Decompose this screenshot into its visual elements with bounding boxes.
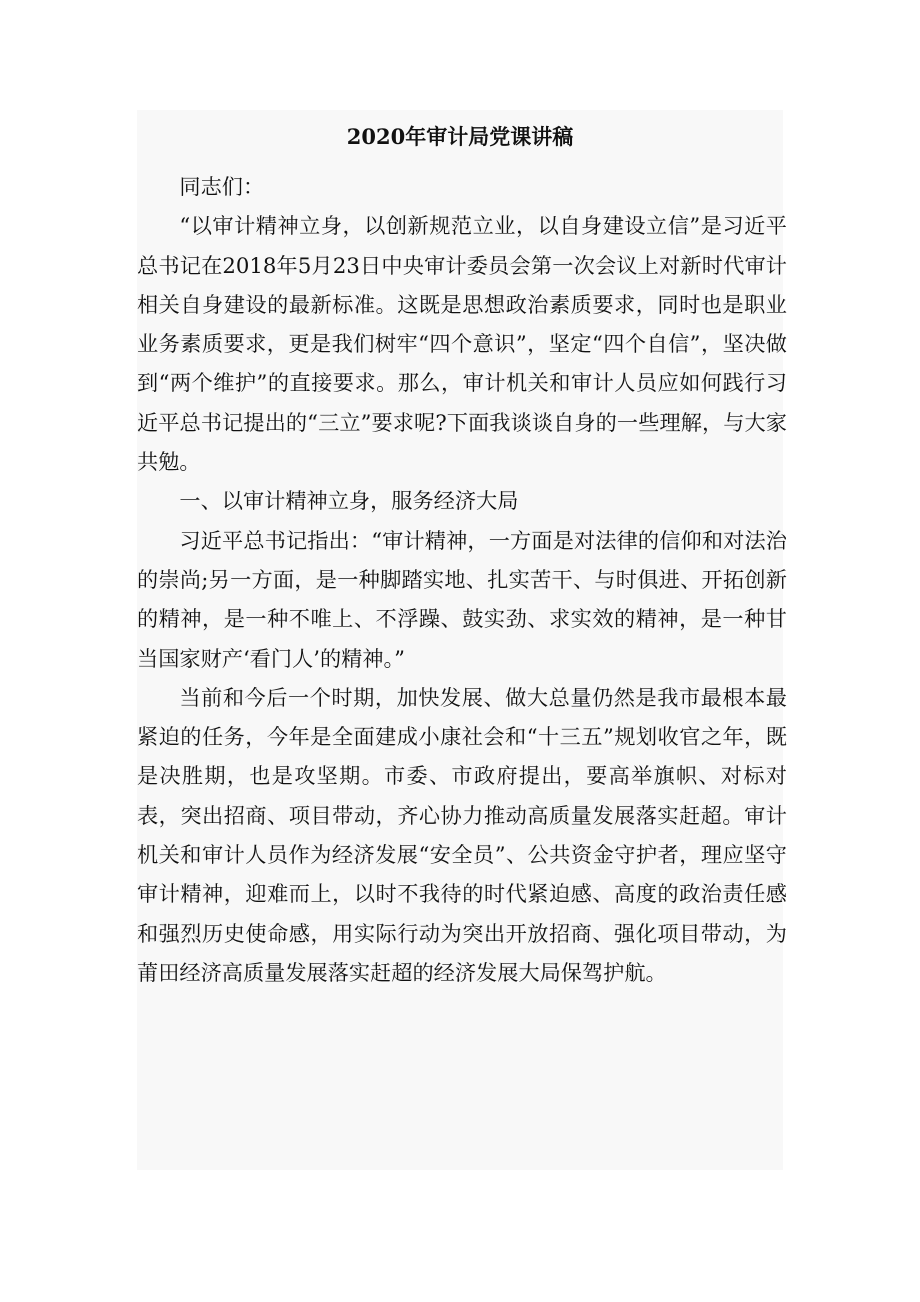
section-heading-one: 一、以审计精神立身，服务经济大局 bbox=[179, 488, 519, 514]
document-title: 2020年审计局党课讲稿 bbox=[346, 124, 574, 149]
document-body bbox=[137, 167, 787, 992]
salutation-paragraph: 同志们： bbox=[179, 174, 265, 199]
intro-paragraph: “以审计精神立身，以创新规范立业，以自身建设立信”是习近平总书记在2018年5月23日中央审计委员会第一次会议上对新时代审计相关自身建设的最新标准。这既是思想政治素质要求，同时也是职业业务素质要求，更是我们树牢“四个意识”，坚定“四个自信”，坚决做到“两个维护”的直接要求。那么，审计机关和审计人员应如何践行习近平总书记提出的“三立”要求呢?下面我谈谈自身的一些理解，与大家共勉。 bbox=[137, 213, 787, 475]
quote-paragraph: 习近平总书记指出：“审计精神，一方面是对法律的信仰和对法治的崇尚;另一方面，是一种脚踏实地、扎实苦干、与时俱进、开拓创新的精神，是一种不唯上、不浮躁、鼓实劲、求实效的精神，是一种甘当国家财产‘看门人’的精神。” bbox=[137, 527, 787, 671]
body-paragraph: 当前和今后一个时期，加快发展、做大总量仍然是我市最根本最紧迫的任务，今年是全面建成小康社会和“十三五”规划收官之年，既是决胜期，也是攻坚期。市委、市政府提出，要高举旗帜、对标对表，突出招商、项目带动，齐心协力推动高质量发展落实赶超。审计机关和审计人员作为经济发展“安全员”、公共资金守护者，理应坚守审计精神，迎难而上，以时不我待的时代紧迫感、高度的政治责任感和强烈历史使命感，用实际行动为突出开放招商、强化项目带动，为莆田经济高质量发展落实赶超的经济发展大局保驾护航。 bbox=[137, 684, 787, 985]
